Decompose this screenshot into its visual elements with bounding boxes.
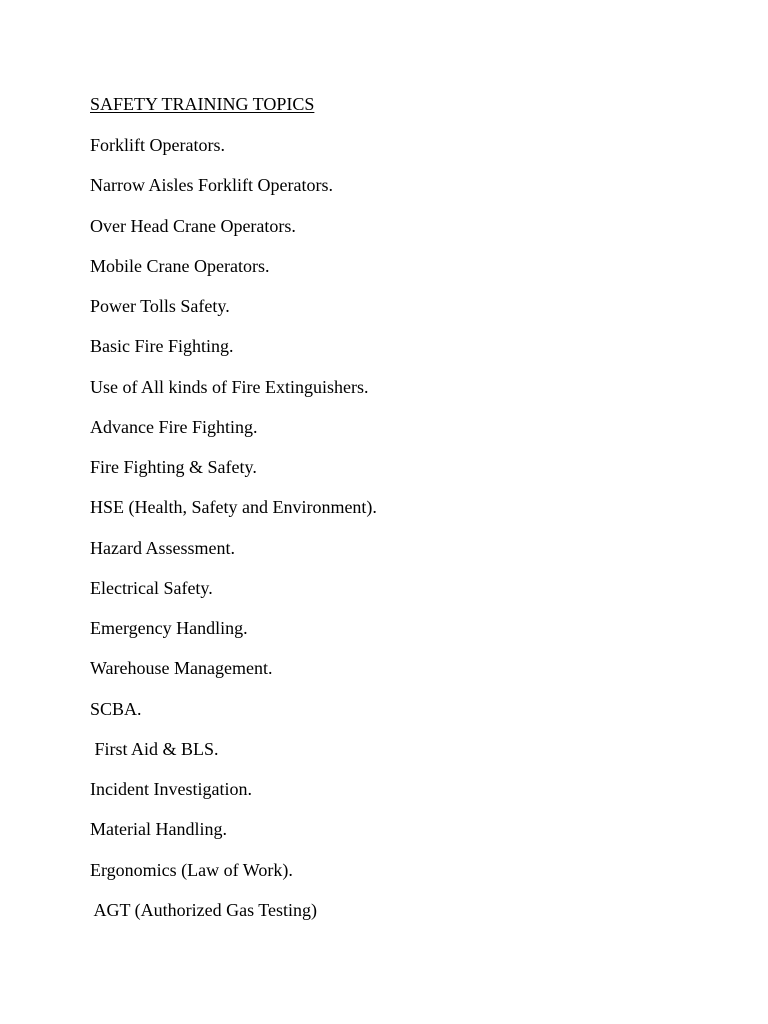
topic-item: Advance Fire Fighting. bbox=[90, 416, 258, 437]
topic-item: First Aid & BLS. bbox=[90, 738, 219, 759]
topic-item: Warehouse Management. bbox=[90, 658, 273, 679]
topic-item: HSE (Health, Safety and Environment). bbox=[90, 497, 377, 518]
topic-item: Incident Investigation. bbox=[90, 779, 252, 799]
topic-item: Mobile Crane Operators. bbox=[90, 255, 270, 276]
topic-item: Use of All kinds of Fire Extinguishers. bbox=[90, 376, 369, 397]
topic-item: Basic Fire Fighting. bbox=[90, 336, 234, 357]
document-title: SAFETY TRAINING TOPICS bbox=[90, 94, 315, 114]
topic-item: SCBA. bbox=[90, 698, 142, 719]
topic-item: Ergonomics (Law of Work). bbox=[90, 859, 293, 880]
topic-item: Narrow Aisles Forklift Operators. bbox=[90, 175, 333, 196]
topic-item: Fire Fighting & Safety. bbox=[90, 457, 257, 477]
topic-item: Electrical Safety. bbox=[90, 577, 213, 598]
topic-item: Power Tolls Safety. bbox=[90, 296, 230, 316]
topic-list bbox=[90, 134, 377, 939]
topic-item: Hazard Assessment. bbox=[90, 537, 235, 558]
topic-item: Emergency Handling. bbox=[90, 618, 248, 638]
topic-item: Material Handling. bbox=[90, 819, 227, 840]
topic-item: Over Head Crane Operators. bbox=[90, 215, 296, 236]
topic-item: Forklift Operators. bbox=[90, 135, 225, 155]
topic-item: AGT (Authorized Gas Testing) bbox=[90, 899, 318, 920]
